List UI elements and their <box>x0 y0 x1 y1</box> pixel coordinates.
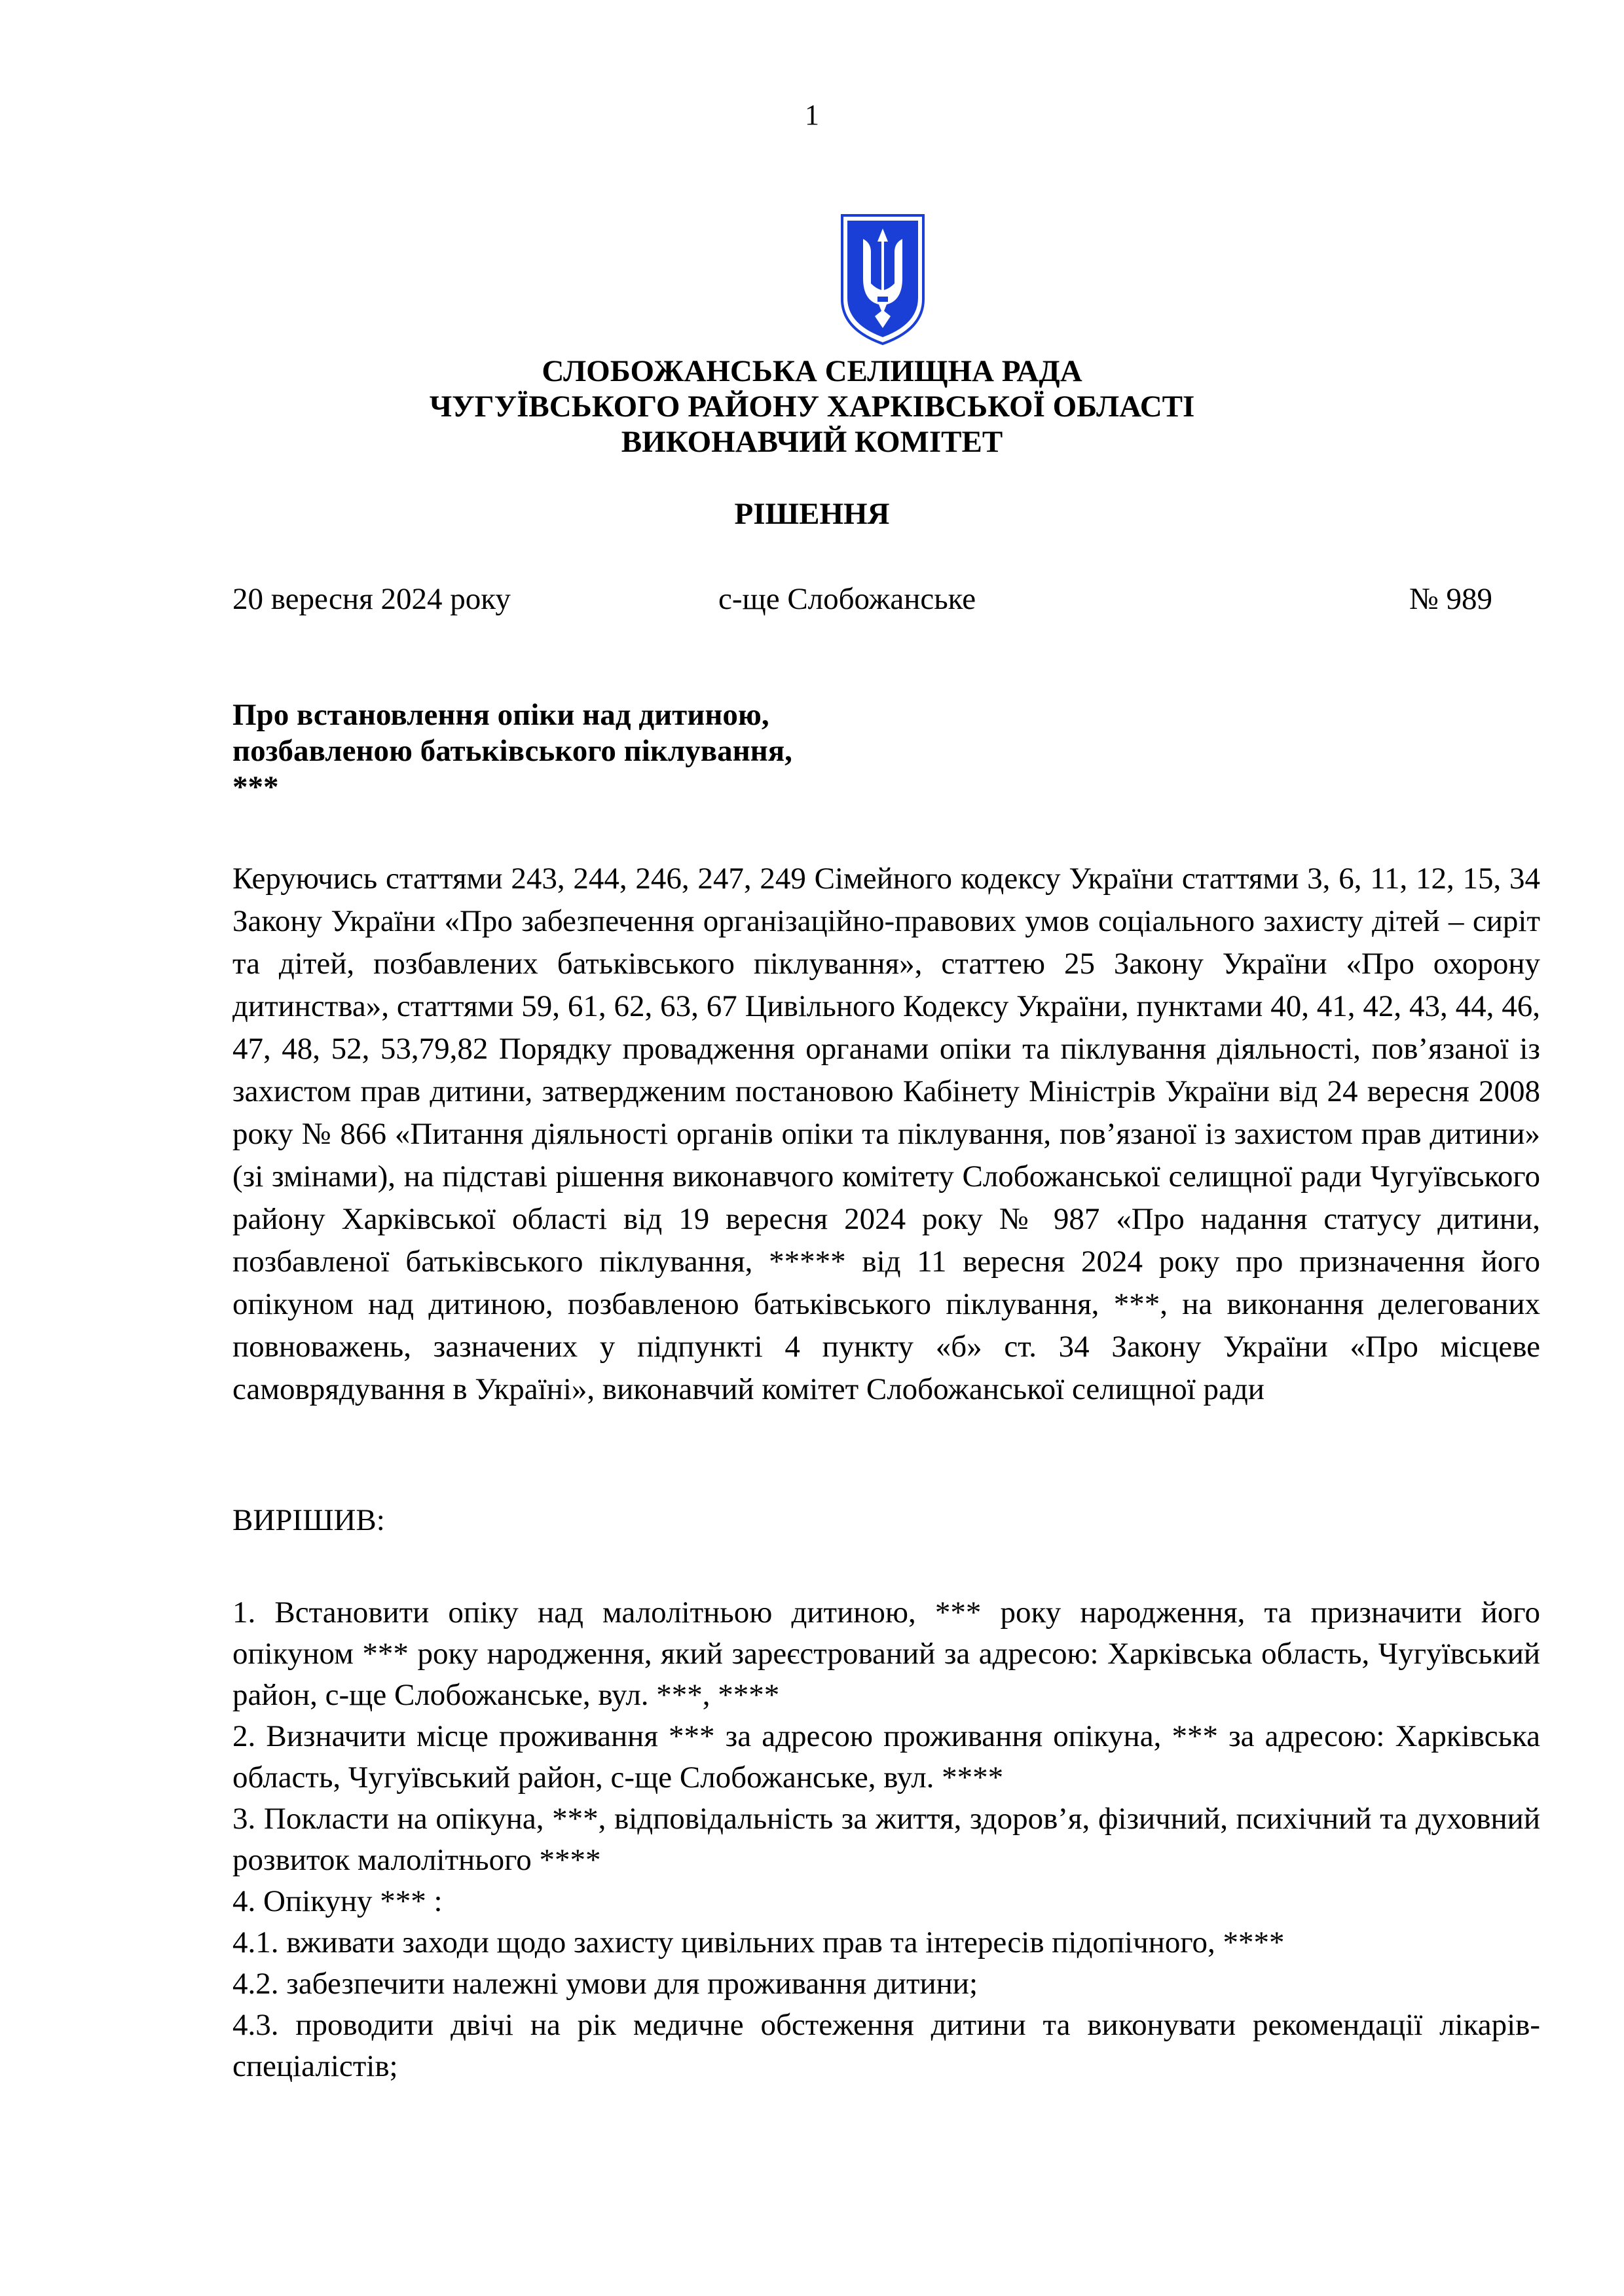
decision-item: 4.3. проводити двічі на рік медичне обстеження дитини та виконувати рекомендації лікарів-спеціалістів; <box>232 2008 1540 2083</box>
document-number: № 989 <box>1409 582 1492 616</box>
decision-item: 3. Покласти на опікуна, ***, відповідальність за життя, здоров’я, фізичний, психічний та духовний розвиток малолітнього **** <box>232 1802 1540 1877</box>
decision-item: 4. Опікуну *** : <box>232 1884 443 1918</box>
document-date: 20 вересня 2024 року <box>232 582 511 616</box>
decision-item: 4.2. забезпечити належні умови для проживання дитини; <box>232 1967 978 2001</box>
decision-item: 4.1. вживати заходи щодо захисту цивільних прав та інтересів підопічного, **** <box>232 1925 1285 1959</box>
subject-line-3: *** <box>232 770 279 804</box>
header-line-district: ЧУГУЇВСЬКОГО РАЙОНУ ХАРКІВСЬКОЇ ОБЛАСТІ <box>429 390 1195 424</box>
document-place: с-ще Слобожанське <box>718 582 976 616</box>
subject-line-2: позбавленою батьківського піклування, <box>232 734 792 768</box>
decision-item: 1. Встановити опіку над малолітньою дитиною, *** року народження, та призначити його опікуном *** року народження, який зареєстрований за адресою: Харківська область, Чугуївський район, с-ще Слобожанське, вул. ***, **** <box>232 1595 1540 1712</box>
header-line-committee: ВИКОНАВЧИЙ КОМІТЕТ <box>621 425 1003 459</box>
header-line-council: СЛОБОЖАНСЬКА СЕЛИЩНА РАДА <box>542 354 1082 388</box>
decision-items <box>232 1592 1540 2087</box>
ukraine-coat-of-arms-icon <box>838 213 927 346</box>
decision-item: 2. Визначити місце проживання *** за адресою проживання опікуна, *** за адресою: Харківська область, Чугуївський район, с-ще Слобожанське, вул. **** <box>232 1719 1540 1795</box>
document-title: РІШЕННЯ <box>734 497 890 531</box>
preamble-paragraph: Керуючись статтями 243, 244, 246, 247, 249 Сімейного кодексу України статтями 3, 6, 11, 12, 15, 34 Закону України «Про забезпечення організаційно-правових умов соціального захисту дітей – сиріт та дітей, позбавлених батьківського піклування», статтею 25 Закону України «Про охорону дитинства», статтями 59, 61, 62, 63, 67 Цивільного Кодексу України, пунктами 40, 41, 42, 43, 44, 46, 47, 48, 52, 53,79,82 Порядку провадження органами опіки та піклування діяльності, пов’язаної із захистом прав дитини, затвердженим постановою Кабінету Міністрів України від 24 вересня 2008 року № 866 «Питання діяльності органів опіки та піклування, пов’язаної із захистом прав дитини» (зі змінами), на підставі рішення виконавчого комітету Слобожанської селищної ради Чугуївського району Харківської області від 19 вересня 2024 року № 987 «Про надання статусу дитини, позбавленої батьківського піклування, ***** від 11 вересня 2024 року про призначення його опікуном над дитиною, позбавленою батьківського піклування, ***, на виконання делегованих повноважень, зазначених у підпункті 4 пункту «б» ст. 34 Закону України «Про місцеве самоврядування в Україні», виконавчий комітет Слобожанської селищної ради <box>232 862 1540 1406</box>
page-number: 1 <box>805 99 819 131</box>
organization-header <box>0 354 1624 460</box>
resolved-label: ВИРІШИВ: <box>232 1503 385 1537</box>
document-meta <box>232 581 1492 621</box>
document-subject <box>232 697 1280 805</box>
subject-line-1: Про встановлення опіки над дитиною, <box>232 698 769 732</box>
